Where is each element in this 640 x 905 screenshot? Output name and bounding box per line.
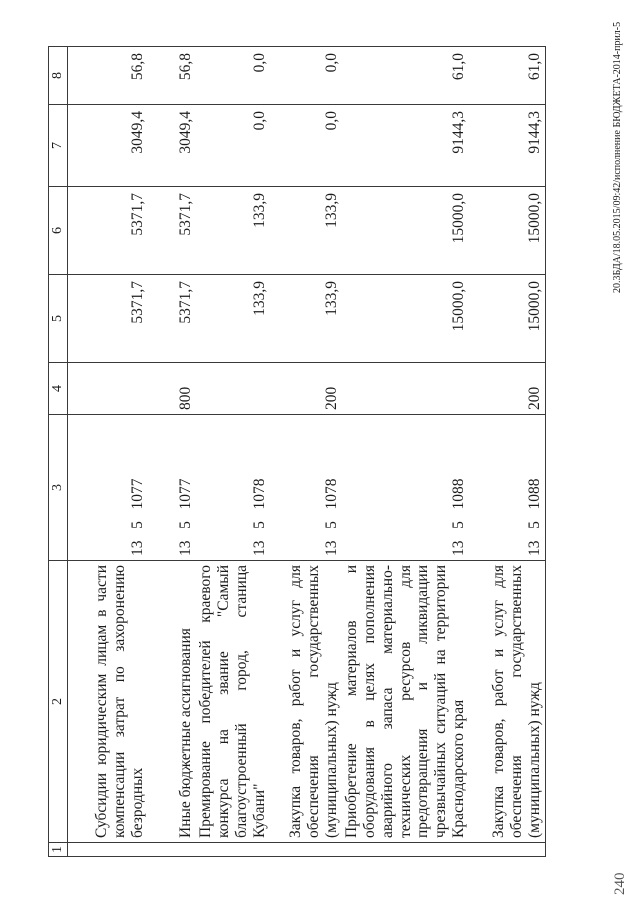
value-col-5: 15000,0 (342, 275, 470, 363)
value-col-7: 3049,4 (68, 105, 148, 187)
item-vr: 800 (148, 363, 196, 415)
table-header-row (49, 47, 68, 857)
value-col-7: 9144,3 (342, 105, 470, 187)
value-col-7: 0,0 (270, 105, 342, 187)
table-row (342, 47, 470, 857)
item-codes: 13 5 1078 (196, 415, 270, 561)
value-col-6: 133,9 (196, 187, 270, 275)
budget-table (48, 46, 546, 857)
header-col-1: 1 (49, 843, 68, 857)
value-col-6: 5371,7 (148, 187, 196, 275)
item-name: Премирование победителей краевого конкурса на звание "Самый благоустроенный город, станица Кубани" (196, 561, 270, 843)
value-col-6: 5371,7 (68, 187, 148, 275)
value-col-5: 5371,7 (68, 275, 148, 363)
value-col-5: 5371,7 (148, 275, 196, 363)
table-row (68, 47, 148, 857)
value-col-7: 3049,4 (148, 105, 196, 187)
item-vr (342, 363, 470, 415)
value-col-6: 133,9 (270, 187, 342, 275)
header-col-3: 3 (49, 415, 68, 561)
value-col-8: 0,0 (196, 47, 270, 105)
header-col-2: 2 (49, 561, 68, 843)
value-col-5: 133,9 (196, 275, 270, 363)
table-row (469, 47, 545, 857)
table-row (270, 47, 342, 857)
item-name: Иные бюджетные ассигнования (148, 561, 196, 843)
header-col-8: 8 (49, 47, 68, 105)
header-col-4: 4 (49, 363, 68, 415)
item-codes: 13 5 1077 (148, 415, 196, 561)
item-vr: 200 (270, 363, 342, 415)
value-col-6: 15000,0 (342, 187, 470, 275)
item-name: Субсидии юридическим лицам в части компенсации затрат по захоронению безродных (68, 561, 148, 843)
value-col-7: 9144,3 (469, 105, 545, 187)
value-col-6: 15000,0 (469, 187, 545, 275)
value-col-8: 61,0 (469, 47, 545, 105)
header-col-6: 6 (49, 187, 68, 275)
item-codes: 13 5 1088 (469, 415, 545, 561)
table-row (196, 47, 270, 857)
footer-file-path: 20.3БДА/18.05.2015/09:42/исполнение БЮДЖЕТА-2014-прил-5 (612, 21, 623, 293)
value-col-8: 56,8 (68, 47, 148, 105)
header-col-5: 5 (49, 275, 68, 363)
page-number: 240 (612, 872, 628, 895)
value-col-5: 133,9 (270, 275, 342, 363)
item-name: Закупка товаров, работ и услуг для обеспечения государственных (муниципальных) нужд (270, 561, 342, 843)
value-col-8: 56,8 (148, 47, 196, 105)
item-codes: 13 5 1077 (68, 415, 148, 561)
value-col-7: 0,0 (196, 105, 270, 187)
value-col-8: 0,0 (270, 47, 342, 105)
item-codes: 13 5 1088 (342, 415, 470, 561)
item-name: Закупка товаров, работ и услуг для обеспечения государственных (муниципальных) нужд (469, 561, 545, 843)
item-codes: 13 5 1078 (270, 415, 342, 561)
header-col-7: 7 (49, 105, 68, 187)
value-col-5: 15000,0 (469, 275, 545, 363)
item-name: Приобретение материалов и оборудования в целях пополнения аварийного запаса материально-технических ресурсов для предотвращения и ликвидации чрезвычайных ситуаций на территории Краснодарского края (342, 561, 470, 843)
item-vr: 200 (469, 363, 545, 415)
table-row (148, 47, 196, 857)
item-vr (68, 363, 148, 415)
value-col-8: 61,0 (342, 47, 470, 105)
item-vr (196, 363, 270, 415)
